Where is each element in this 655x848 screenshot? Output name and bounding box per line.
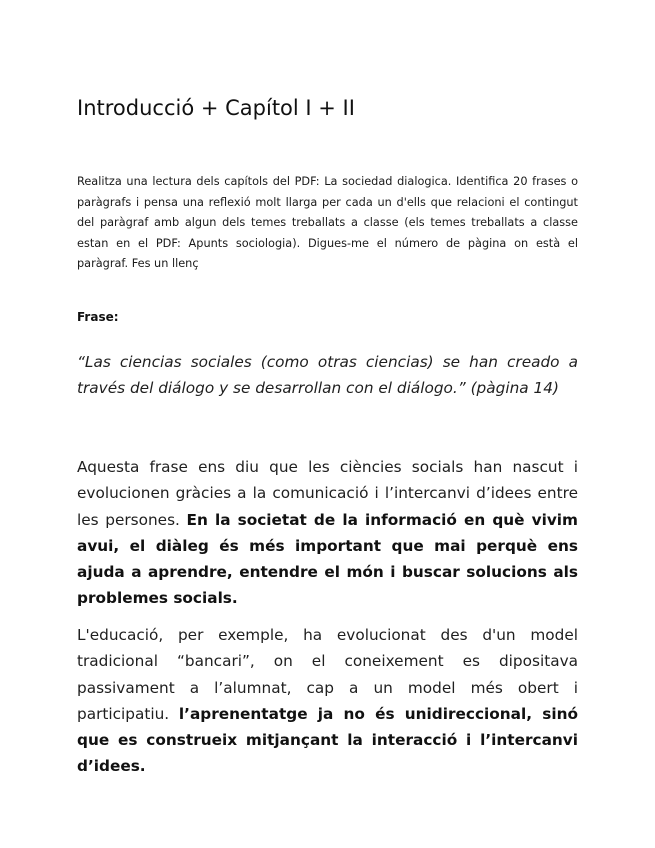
frase-label: Frase: <box>77 310 119 324</box>
quote-text: “Las ciencias sociales (como otras ciencias) se han creado a través del diálogo y se desarrollan con el diálogo.” (pàgina 14) <box>77 353 578 397</box>
reflection-paragraph-2-text: L'educació, per exemple, ha evolucionat des d'un model tradicional “bancari”, on el coneixement es dipositava passivament a l’alumnat, cap a un model més obert i participatiu. <box>77 626 578 723</box>
reflection-paragraph-1-bold: En la societat de la informació en què vivim avui, el diàleg és més important que mai perquè ens ajuda a aprendre, entendre el món i buscar solucions als problemes socials. <box>77 510 578 608</box>
reflection-paragraph-1-text: Aquesta frase ens diu que les ciències socials han nascut i evolucionen gràcies a la comunicació i l’intercanvi d’idees entre les persones. <box>77 458 578 529</box>
document-title: Introducció + Capítol I + II <box>77 96 355 120</box>
reflection-paragraph-2-bold: l’aprenentatge ja no és unidireccional, sinó que es construeix mitjançant la interacció i l’intercanvi d’idees. <box>77 704 578 776</box>
reflection-paragraph-1 <box>77 454 578 612</box>
reflection-paragraph-2 <box>77 622 578 780</box>
instructions-paragraph: Realitza una lectura dels capítols del PDF: La sociedad dialogica. Identifica 20 frases o paràgrafs i pensa una reflexió molt llarga per cada un d'ells que relacioni el contingut del paràgraf amb algun dels temes treballats a classe (els temes treballats a classe estan en el PDF: Apunts sociologia). Digues-me el número de pàgina on està el paràgraf. Fes un llenç <box>77 175 578 271</box>
